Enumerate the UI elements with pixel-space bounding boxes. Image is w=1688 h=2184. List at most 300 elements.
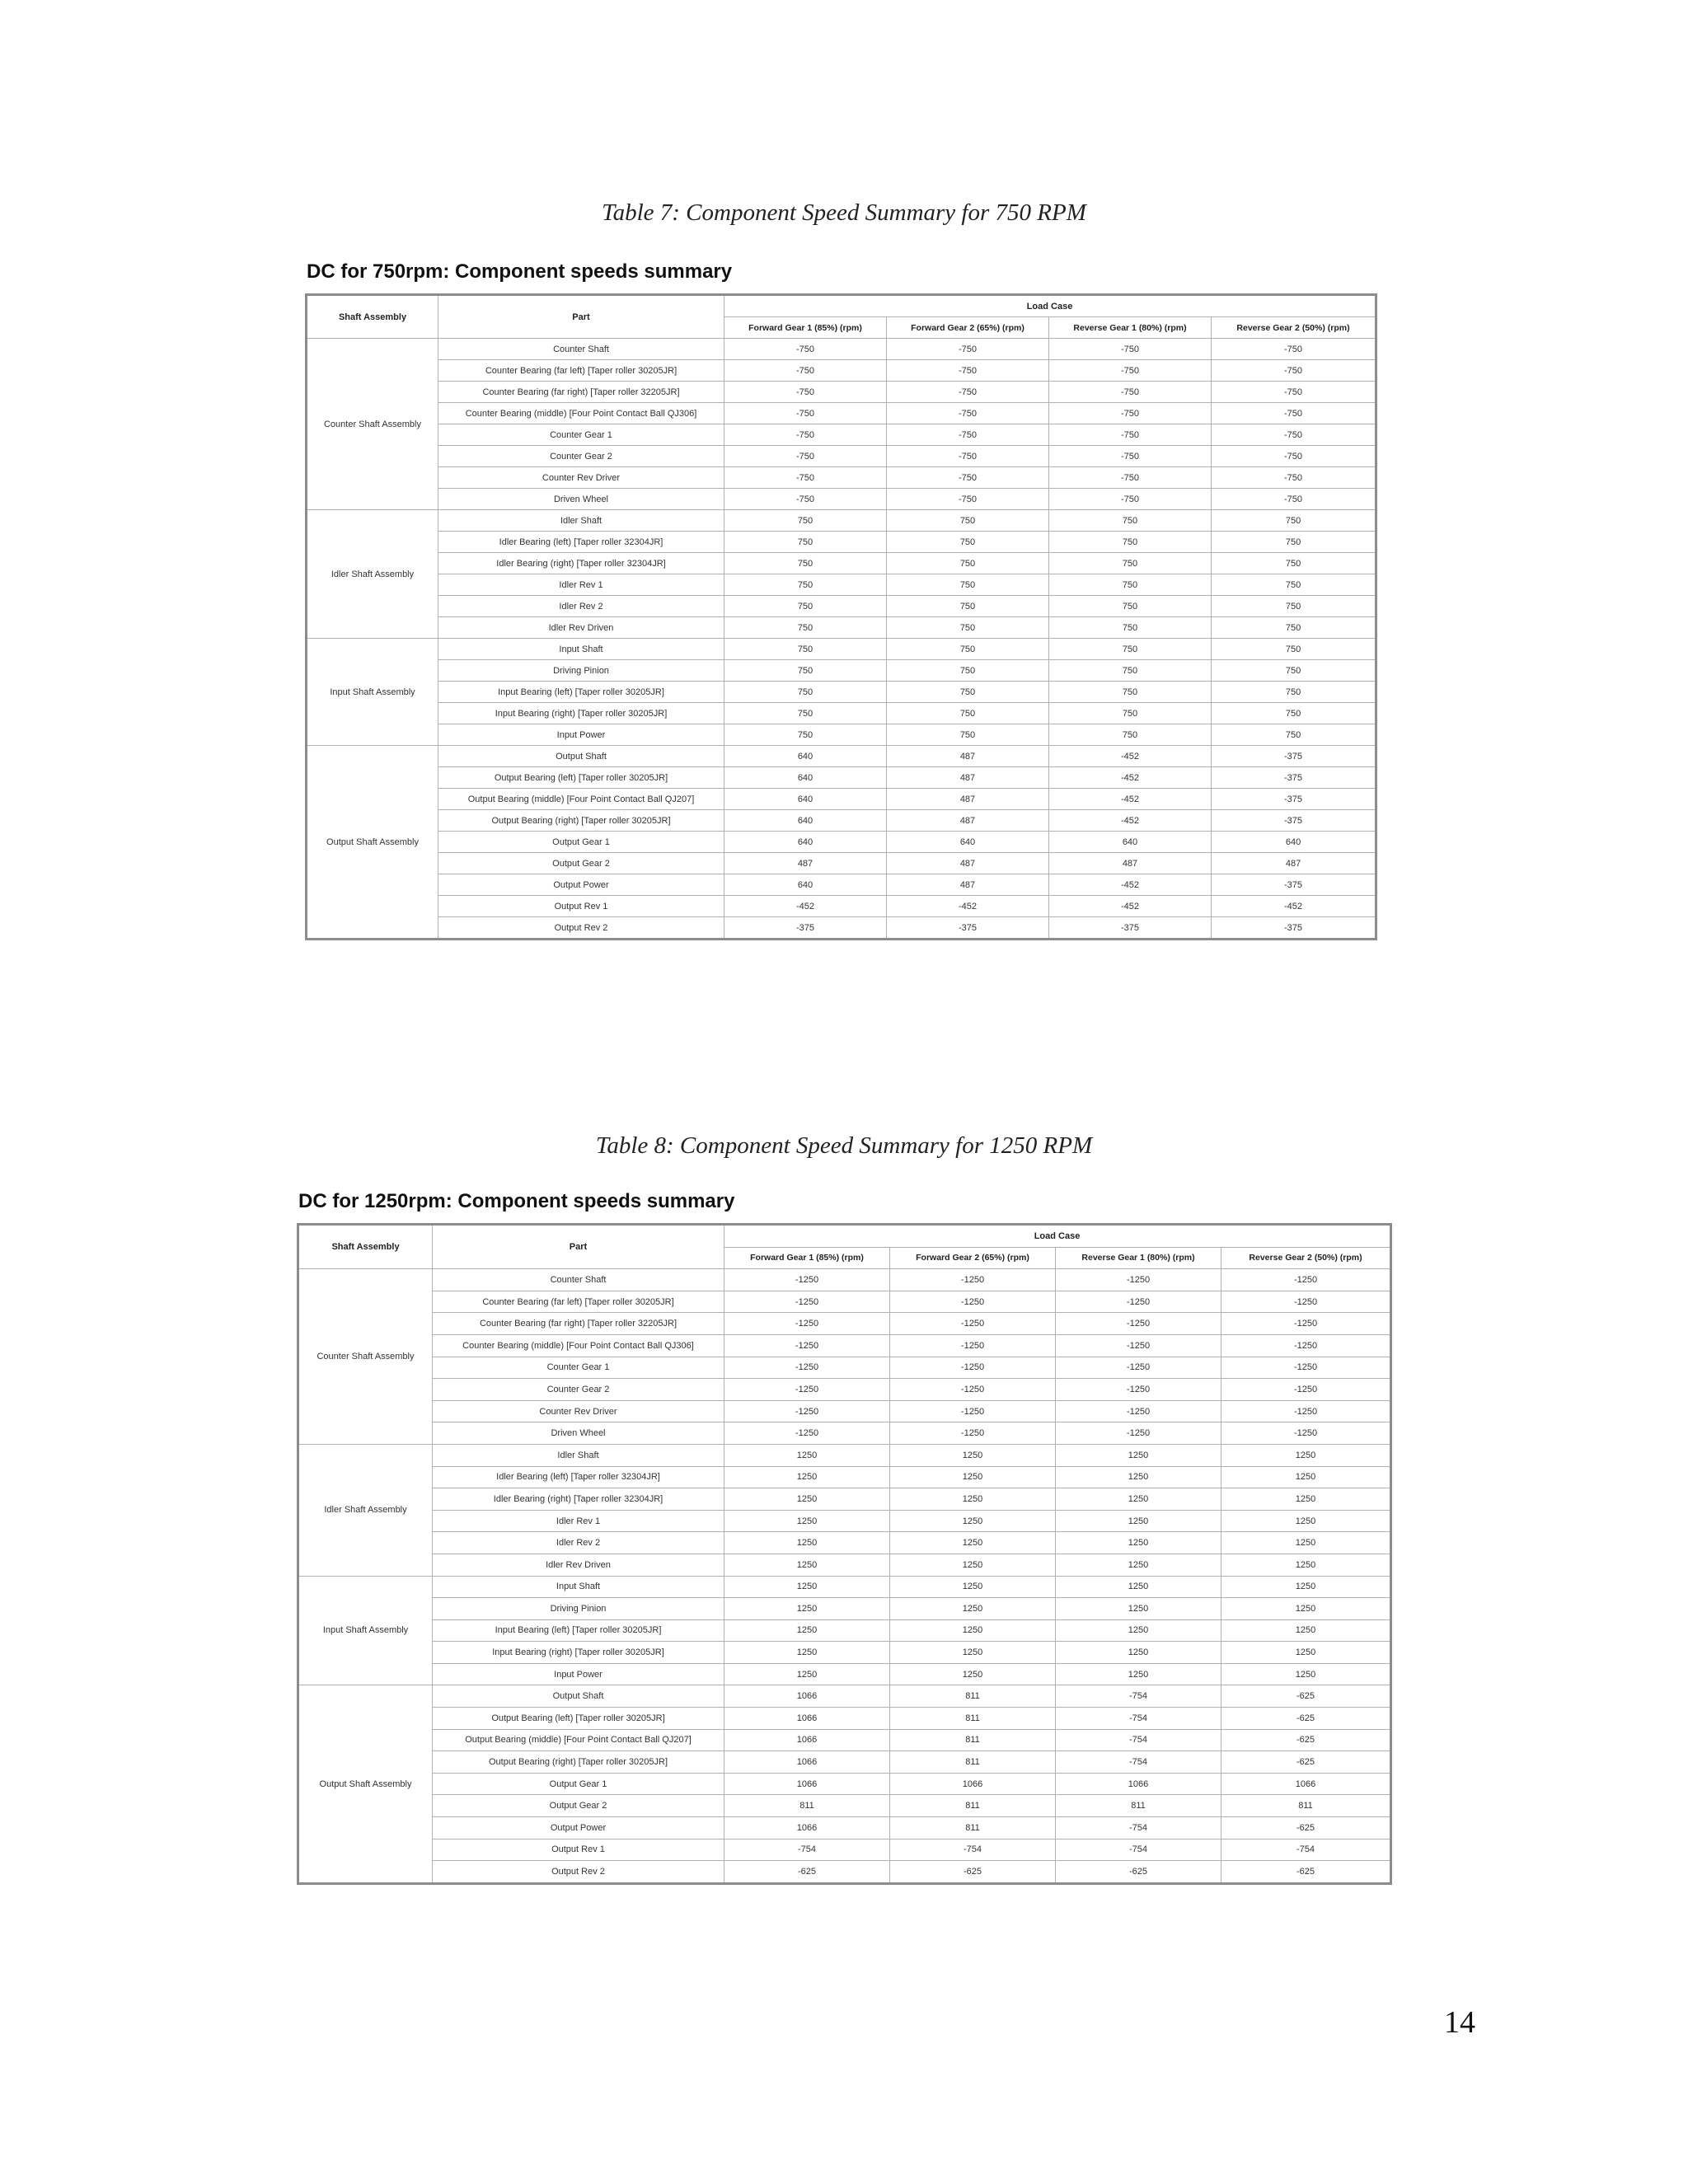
- speed-value-cell: -625: [1221, 1729, 1391, 1751]
- speed-value-cell: 1066: [724, 1729, 890, 1751]
- speed-value-cell: 750: [1212, 639, 1376, 660]
- speed-value-cell: -1250: [1056, 1334, 1221, 1357]
- speed-value-cell: 1250: [1056, 1532, 1221, 1554]
- speed-value-cell: 750: [1212, 574, 1376, 596]
- speed-value-cell: -1250: [724, 1269, 890, 1291]
- part-cell: Output Shaft: [433, 1685, 724, 1708]
- part-cell: Driving Pinion: [438, 660, 724, 682]
- speed-value-cell: -1250: [890, 1334, 1056, 1357]
- speed-value-cell: 1250: [724, 1532, 890, 1554]
- table-row: [298, 1488, 1391, 1511]
- speed-value-cell: 750: [724, 574, 887, 596]
- speed-value-cell: -750: [887, 489, 1049, 510]
- speed-value-cell: 1250: [1221, 1488, 1391, 1511]
- table-row: [298, 1861, 1391, 1884]
- speed-value-cell: -750: [1212, 403, 1376, 424]
- speed-value-cell: -754: [1056, 1817, 1221, 1840]
- speed-value-cell: 1250: [1056, 1444, 1221, 1466]
- speed-value-cell: -750: [1049, 382, 1212, 403]
- table-row: [298, 1313, 1391, 1335]
- part-cell: Driven Wheel: [438, 489, 724, 510]
- speed-value-cell: 1250: [1056, 1663, 1221, 1685]
- part-cell: Idler Bearing (left) [Taper roller 32304JR]: [438, 532, 724, 553]
- table-row: [298, 1751, 1391, 1774]
- speed-value-cell: 1250: [724, 1554, 890, 1576]
- speed-value-cell: 750: [887, 724, 1049, 746]
- speed-value-cell: -375: [887, 917, 1049, 940]
- speed-value-cell: 1250: [890, 1576, 1056, 1598]
- table-row: [307, 917, 1376, 940]
- speed-value-cell: 1066: [890, 1773, 1056, 1795]
- speed-value-cell: -452: [887, 896, 1049, 917]
- speed-value-cell: -750: [1212, 339, 1376, 360]
- table-row: [298, 1379, 1391, 1401]
- part-header: Part: [438, 295, 724, 339]
- table-row: [298, 1400, 1391, 1422]
- speed-value-cell: -1250: [724, 1291, 890, 1313]
- speed-value-cell: -750: [724, 467, 887, 489]
- speed-value-cell: -754: [1056, 1708, 1221, 1730]
- speed-value-cell: 640: [724, 789, 887, 810]
- speed-value-cell: 1250: [1056, 1576, 1221, 1598]
- speed-value-cell: -750: [724, 403, 887, 424]
- table-7-heading: DC for 750rpm: Component speeds summary: [307, 260, 733, 283]
- part-cell: Counter Gear 2: [433, 1379, 724, 1401]
- speed-value-cell: 811: [890, 1751, 1056, 1774]
- speed-value-cell: -750: [887, 403, 1049, 424]
- speed-value-cell: 750: [887, 703, 1049, 724]
- table-row: [307, 596, 1376, 617]
- reverse-gear-2-header: Reverse Gear 2 (50%) (rpm): [1221, 1247, 1391, 1269]
- speed-value-cell: -452: [1049, 789, 1212, 810]
- speed-value-cell: 1250: [724, 1598, 890, 1620]
- part-cell: Output Gear 2: [438, 853, 724, 874]
- part-cell: Input Shaft: [438, 639, 724, 660]
- shaft-assembly-cell: Input Shaft Assembly: [307, 639, 438, 746]
- speed-value-cell: -750: [887, 467, 1049, 489]
- speed-value-cell: -1250: [1221, 1422, 1391, 1445]
- table-row: [298, 1334, 1391, 1357]
- part-cell: Input Power: [433, 1663, 724, 1685]
- speed-value-cell: 1250: [1221, 1554, 1391, 1576]
- speed-value-cell: -750: [887, 424, 1049, 446]
- shaft-assembly-cell: Output Shaft Assembly: [307, 746, 438, 940]
- table-row: [298, 1576, 1391, 1598]
- speed-value-cell: -750: [1212, 446, 1376, 467]
- table-row: [298, 1795, 1391, 1817]
- speed-value-cell: -452: [1049, 767, 1212, 789]
- speed-value-cell: 1250: [890, 1663, 1056, 1685]
- part-cell: Driving Pinion: [433, 1598, 724, 1620]
- speed-value-cell: 750: [887, 596, 1049, 617]
- speed-value-cell: -1250: [724, 1379, 890, 1401]
- speed-value-cell: 811: [890, 1708, 1056, 1730]
- speed-value-cell: 1250: [724, 1576, 890, 1598]
- speed-value-cell: 1250: [1056, 1619, 1221, 1642]
- part-cell: Input Bearing (left) [Taper roller 30205JR]: [433, 1619, 724, 1642]
- speed-value-cell: 750: [887, 510, 1049, 532]
- shaft-assembly-cell: Idler Shaft Assembly: [307, 510, 438, 639]
- speed-value-cell: -754: [1221, 1839, 1391, 1861]
- speed-value-cell: 750: [887, 574, 1049, 596]
- speed-value-cell: 750: [887, 639, 1049, 660]
- speed-value-cell: 750: [1212, 510, 1376, 532]
- table-row: [307, 553, 1376, 574]
- speed-value-cell: 487: [887, 853, 1049, 874]
- part-cell: Output Bearing (left) [Taper roller 30205JR]: [438, 767, 724, 789]
- part-cell: Counter Bearing (far left) [Taper roller 30205JR]: [438, 360, 724, 382]
- speed-value-cell: 750: [1212, 724, 1376, 746]
- speed-value-cell: 1250: [724, 1663, 890, 1685]
- speed-value-cell: 1250: [1056, 1466, 1221, 1488]
- shaft-assembly-cell: Output Shaft Assembly: [298, 1685, 433, 1883]
- table-row: [307, 403, 1376, 424]
- speed-value-cell: -750: [1049, 360, 1212, 382]
- speed-value-cell: 1250: [1056, 1598, 1221, 1620]
- speed-value-cell: -1250: [1221, 1357, 1391, 1379]
- speed-value-cell: 487: [887, 767, 1049, 789]
- speed-value-cell: 750: [1049, 639, 1212, 660]
- part-cell: Counter Bearing (far left) [Taper roller 30205JR]: [433, 1291, 724, 1313]
- forward-gear-1-header: Forward Gear 1 (85%) (rpm): [724, 1247, 890, 1269]
- speed-value-cell: 640: [724, 832, 887, 853]
- speed-value-cell: -1250: [724, 1400, 890, 1422]
- speed-value-cell: 750: [1212, 703, 1376, 724]
- speed-value-cell: -754: [890, 1839, 1056, 1861]
- speed-value-cell: -625: [1221, 1817, 1391, 1840]
- speed-value-cell: 1250: [724, 1466, 890, 1488]
- reverse-gear-1-header: Reverse Gear 1 (80%) (rpm): [1056, 1247, 1221, 1269]
- shaft-assembly-cell: Input Shaft Assembly: [298, 1576, 433, 1685]
- speed-value-cell: 1250: [1221, 1510, 1391, 1532]
- table-row: [298, 1839, 1391, 1861]
- speed-value-cell: -375: [1212, 767, 1376, 789]
- speed-value-cell: -1250: [1056, 1400, 1221, 1422]
- speed-value-cell: 750: [1212, 532, 1376, 553]
- speed-value-cell: 1250: [1221, 1663, 1391, 1685]
- table-body: [298, 1269, 1391, 1884]
- table-row: [298, 1269, 1391, 1291]
- part-cell: Input Bearing (right) [Taper roller 30205JR]: [438, 703, 724, 724]
- speed-value-cell: -625: [1221, 1708, 1391, 1730]
- table-row: [307, 660, 1376, 682]
- speed-value-cell: 750: [724, 703, 887, 724]
- table-row: [298, 1773, 1391, 1795]
- table-row: [307, 617, 1376, 639]
- speed-value-cell: -375: [1212, 917, 1376, 940]
- speed-value-cell: 1066: [1056, 1773, 1221, 1795]
- part-cell: Counter Bearing (middle) [Four Point Contact Ball QJ306]: [438, 403, 724, 424]
- speed-value-cell: 750: [724, 724, 887, 746]
- speed-value-cell: 750: [1049, 596, 1212, 617]
- part-cell: Counter Shaft: [438, 339, 724, 360]
- speed-value-cell: -1250: [890, 1379, 1056, 1401]
- speed-value-cell: -754: [724, 1839, 890, 1861]
- speed-value-cell: 640: [724, 874, 887, 896]
- table-7-block: [305, 260, 1377, 940]
- table-row: [307, 853, 1376, 874]
- speed-value-cell: -750: [887, 360, 1049, 382]
- table-row: [307, 382, 1376, 403]
- table-row: [307, 446, 1376, 467]
- speed-value-cell: -1250: [890, 1400, 1056, 1422]
- speed-value-cell: 750: [1212, 553, 1376, 574]
- speed-value-cell: -754: [1056, 1685, 1221, 1708]
- speed-value-cell: -1250: [1221, 1291, 1391, 1313]
- speed-value-cell: -750: [724, 382, 887, 403]
- speed-value-cell: 487: [887, 874, 1049, 896]
- speed-value-cell: -375: [724, 917, 887, 940]
- table-7-caption: Table 7: Component Speed Summary for 750 RPM: [602, 199, 1086, 226]
- speed-value-cell: 750: [1212, 660, 1376, 682]
- speed-value-cell: 811: [890, 1817, 1056, 1840]
- speed-value-cell: -754: [1056, 1751, 1221, 1774]
- speed-value-cell: 487: [887, 746, 1049, 767]
- speed-value-cell: -452: [1049, 874, 1212, 896]
- part-cell: Input Bearing (right) [Taper roller 30205JR]: [433, 1642, 724, 1664]
- part-cell: Input Shaft: [433, 1576, 724, 1598]
- part-cell: Counter Bearing (far right) [Taper roller 32205JR]: [438, 382, 724, 403]
- speed-value-cell: -1250: [1221, 1379, 1391, 1401]
- speed-value-cell: 750: [887, 553, 1049, 574]
- table-row: [307, 510, 1376, 532]
- speed-value-cell: 1250: [1056, 1488, 1221, 1511]
- table-row: [298, 1532, 1391, 1554]
- speed-value-cell: 750: [1049, 724, 1212, 746]
- speed-value-cell: 1250: [1221, 1619, 1391, 1642]
- speed-value-cell: 750: [724, 660, 887, 682]
- part-cell: Idler Rev 2: [433, 1532, 724, 1554]
- speed-value-cell: 1066: [724, 1708, 890, 1730]
- speed-value-cell: 640: [1049, 832, 1212, 853]
- table-row: [298, 1444, 1391, 1466]
- speed-value-cell: -750: [1049, 467, 1212, 489]
- shaft-assembly-cell: Counter Shaft Assembly: [298, 1269, 433, 1445]
- speed-value-cell: 1250: [890, 1532, 1056, 1554]
- table-row: [307, 767, 1376, 789]
- table-body: [307, 339, 1376, 940]
- speed-value-cell: 750: [724, 617, 887, 639]
- part-cell: Idler Bearing (left) [Taper roller 32304JR]: [433, 1466, 724, 1488]
- table-row: [307, 832, 1376, 853]
- speed-value-cell: 1250: [724, 1444, 890, 1466]
- table-row: [298, 1466, 1391, 1488]
- table-row: [298, 1817, 1391, 1840]
- speed-value-cell: -1250: [890, 1291, 1056, 1313]
- speed-value-cell: 1250: [890, 1642, 1056, 1664]
- speed-value-cell: 1066: [1221, 1773, 1391, 1795]
- speed-value-cell: -750: [1049, 489, 1212, 510]
- speed-value-cell: 487: [724, 853, 887, 874]
- part-cell: Output Gear 1: [438, 832, 724, 853]
- speed-value-cell: 750: [1049, 682, 1212, 703]
- speed-value-cell: 640: [724, 767, 887, 789]
- table-row: [307, 489, 1376, 510]
- part-cell: Idler Bearing (right) [Taper roller 32304JR]: [433, 1488, 724, 1511]
- shaft-assembly-cell: Idler Shaft Assembly: [298, 1444, 433, 1576]
- speed-value-cell: -452: [1049, 746, 1212, 767]
- speed-value-cell: -1250: [1221, 1400, 1391, 1422]
- table-8-heading: DC for 1250rpm: Component speeds summary: [298, 1190, 735, 1212]
- shaft-assembly-header: Shaft Assembly: [307, 295, 438, 339]
- part-cell: Output Rev 1: [433, 1839, 724, 1861]
- speed-value-cell: -750: [724, 360, 887, 382]
- speed-value-cell: -1250: [1056, 1313, 1221, 1335]
- speed-value-cell: 750: [724, 682, 887, 703]
- speed-value-cell: 640: [724, 810, 887, 832]
- speed-value-cell: 750: [1049, 510, 1212, 532]
- speed-value-cell: 1250: [890, 1488, 1056, 1511]
- part-cell: Idler Bearing (right) [Taper roller 32304JR]: [438, 553, 724, 574]
- part-cell: Driven Wheel: [433, 1422, 724, 1445]
- speed-value-cell: -625: [1221, 1685, 1391, 1708]
- speed-value-cell: 1250: [1221, 1598, 1391, 1620]
- speed-value-cell: 750: [887, 532, 1049, 553]
- speed-value-cell: 750: [1049, 703, 1212, 724]
- speed-value-cell: -750: [1049, 339, 1212, 360]
- shaft-assembly-cell: Counter Shaft Assembly: [307, 339, 438, 510]
- speed-value-cell: 1066: [724, 1685, 890, 1708]
- part-cell: Idler Shaft: [433, 1444, 724, 1466]
- speed-value-cell: -1250: [1056, 1291, 1221, 1313]
- speed-value-cell: 811: [890, 1795, 1056, 1817]
- speed-value-cell: 1250: [1221, 1576, 1391, 1598]
- speed-value-cell: 1250: [890, 1598, 1056, 1620]
- part-cell: Counter Shaft: [433, 1269, 724, 1291]
- part-cell: Input Power: [438, 724, 724, 746]
- speed-value-cell: -750: [724, 489, 887, 510]
- speed-value-cell: -1250: [724, 1422, 890, 1445]
- table-row: [307, 874, 1376, 896]
- part-header: Part: [433, 1225, 724, 1269]
- part-cell: Counter Bearing (middle) [Four Point Contact Ball QJ306]: [433, 1334, 724, 1357]
- speed-value-cell: 487: [1212, 853, 1376, 874]
- speed-value-cell: -750: [887, 446, 1049, 467]
- table-8-block: [297, 1190, 1392, 1885]
- speed-value-cell: -1250: [1056, 1357, 1221, 1379]
- speed-value-cell: 1066: [724, 1817, 890, 1840]
- table-row: [298, 1642, 1391, 1664]
- speed-value-cell: -750: [724, 446, 887, 467]
- speed-value-cell: 750: [1212, 682, 1376, 703]
- speed-value-cell: 750: [724, 553, 887, 574]
- speed-value-cell: -625: [890, 1861, 1056, 1884]
- part-cell: Counter Gear 2: [438, 446, 724, 467]
- table-row: [307, 360, 1376, 382]
- speed-value-cell: 1250: [1221, 1444, 1391, 1466]
- speed-value-cell: -1250: [890, 1313, 1056, 1335]
- table-row: [307, 639, 1376, 660]
- part-cell: Idler Shaft: [438, 510, 724, 532]
- speed-value-cell: -750: [887, 339, 1049, 360]
- speed-value-cell: 640: [724, 746, 887, 767]
- part-cell: Output Bearing (right) [Taper roller 30205JR]: [433, 1751, 724, 1774]
- speed-value-cell: -750: [887, 382, 1049, 403]
- speed-value-cell: 750: [724, 596, 887, 617]
- table-row: [298, 1510, 1391, 1532]
- speed-value-cell: 750: [1049, 553, 1212, 574]
- speed-value-cell: 487: [887, 789, 1049, 810]
- speed-value-cell: -750: [1049, 403, 1212, 424]
- speed-value-cell: -750: [1212, 489, 1376, 510]
- speed-value-cell: 1250: [1056, 1554, 1221, 1576]
- part-cell: Input Bearing (left) [Taper roller 30205JR]: [438, 682, 724, 703]
- speed-value-cell: 750: [1212, 617, 1376, 639]
- speed-value-cell: -625: [724, 1861, 890, 1884]
- load-case-header: Load Case: [724, 1225, 1391, 1248]
- speed-value-cell: -625: [1221, 1861, 1391, 1884]
- speed-value-cell: 640: [887, 832, 1049, 853]
- part-cell: Idler Rev Driven: [438, 617, 724, 639]
- speed-value-cell: -375: [1212, 746, 1376, 767]
- speed-value-cell: -375: [1212, 810, 1376, 832]
- table-row: [307, 682, 1376, 703]
- speed-value-cell: -1250: [724, 1357, 890, 1379]
- speed-value-cell: -375: [1212, 874, 1376, 896]
- table-row: [298, 1685, 1391, 1708]
- speed-value-cell: 811: [724, 1795, 890, 1817]
- speed-value-cell: 1250: [1221, 1466, 1391, 1488]
- table-row: [307, 424, 1376, 446]
- part-cell: Idler Rev 1: [433, 1510, 724, 1532]
- table-row: [307, 789, 1376, 810]
- speed-summary-table-750: [305, 293, 1377, 940]
- part-cell: Output Bearing (middle) [Four Point Contact Ball QJ207]: [438, 789, 724, 810]
- speed-value-cell: -375: [1212, 789, 1376, 810]
- speed-value-cell: 750: [724, 639, 887, 660]
- speed-value-cell: -750: [1049, 424, 1212, 446]
- table-row: [307, 746, 1376, 767]
- table-row: [298, 1729, 1391, 1751]
- speed-summary-table-1250: [297, 1223, 1392, 1885]
- part-cell: Counter Rev Driver: [433, 1400, 724, 1422]
- table-row: [298, 1663, 1391, 1685]
- speed-value-cell: -750: [1049, 446, 1212, 467]
- speed-value-cell: 750: [1049, 574, 1212, 596]
- part-cell: Output Rev 2: [438, 917, 724, 940]
- speed-value-cell: 1250: [724, 1619, 890, 1642]
- page-number: 14: [1444, 2005, 1475, 2040]
- speed-value-cell: -1250: [890, 1422, 1056, 1445]
- speed-value-cell: 1250: [724, 1642, 890, 1664]
- part-cell: Output Shaft: [438, 746, 724, 767]
- speed-value-cell: -452: [1049, 810, 1212, 832]
- speed-value-cell: 1250: [724, 1510, 890, 1532]
- load-case-header: Load Case: [724, 295, 1376, 317]
- speed-value-cell: 1250: [1221, 1532, 1391, 1554]
- table-row: [298, 1291, 1391, 1313]
- part-cell: Output Rev 2: [433, 1861, 724, 1884]
- part-cell: Output Bearing (right) [Taper roller 30205JR]: [438, 810, 724, 832]
- part-cell: Idler Rev Driven: [433, 1554, 724, 1576]
- part-cell: Output Rev 1: [438, 896, 724, 917]
- part-cell: Output Bearing (middle) [Four Point Contact Ball QJ207]: [433, 1729, 724, 1751]
- part-cell: Output Power: [438, 874, 724, 896]
- speed-value-cell: -1250: [1221, 1269, 1391, 1291]
- table-8-caption: Table 8: Component Speed Summary for 1250 RPM: [595, 1132, 1093, 1159]
- table-row: [307, 810, 1376, 832]
- speed-value-cell: 640: [1212, 832, 1376, 853]
- speed-value-cell: -452: [1049, 896, 1212, 917]
- speed-value-cell: -452: [1212, 896, 1376, 917]
- speed-value-cell: -750: [1212, 467, 1376, 489]
- speed-value-cell: 1250: [890, 1510, 1056, 1532]
- part-cell: Output Bearing (left) [Taper roller 30205JR]: [433, 1708, 724, 1730]
- speed-value-cell: -1250: [890, 1357, 1056, 1379]
- speed-value-cell: -750: [1212, 360, 1376, 382]
- part-cell: Output Power: [433, 1817, 724, 1840]
- table-row: [307, 703, 1376, 724]
